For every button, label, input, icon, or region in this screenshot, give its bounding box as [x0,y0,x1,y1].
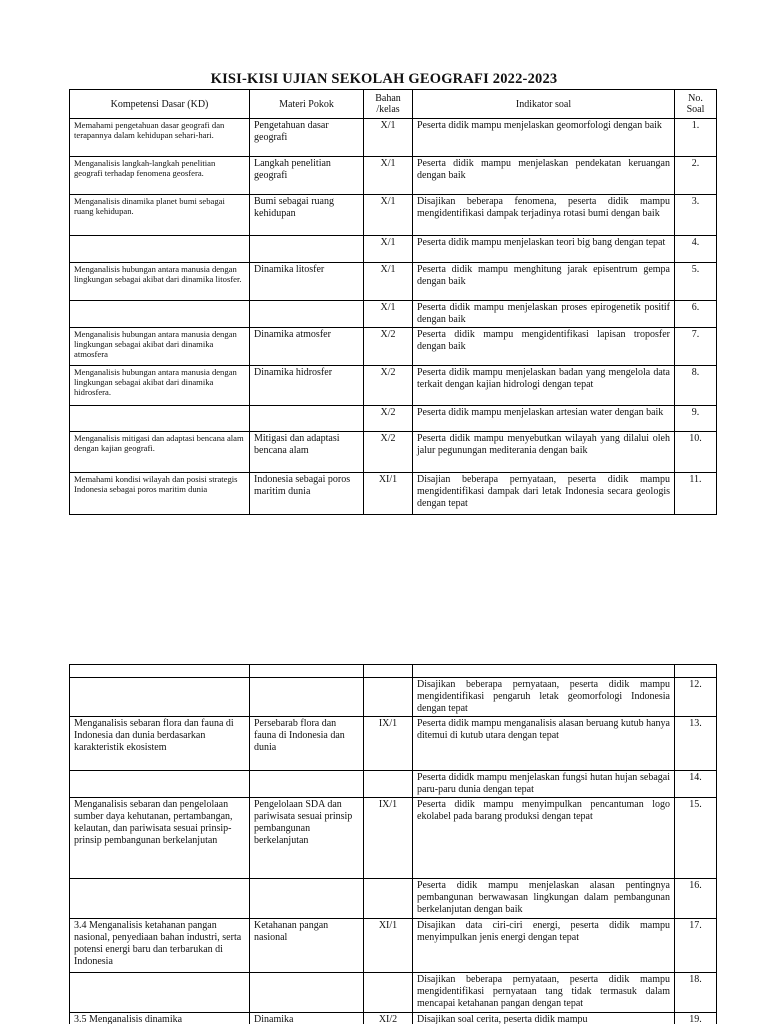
cell-no-soal: 5. [675,263,717,301]
cell-kompetensi-dasar [70,879,250,919]
cell-materi-pokok: Pengetahuan dasar geografi [250,119,364,157]
cell-indikator-soal: Disajikan beberapa fenomena, peserta didik mampu mengidentifikasi dampak terjadinya rotasi bumi dengan baik [413,195,675,236]
cell-kompetensi-dasar [70,973,250,1013]
cell-no-soal: 16. [675,879,717,919]
cell-kompetensi-dasar: Memahami pengetahuan dasar geografi dan terapannya dalam kehidupan sehari-hari. [70,119,250,157]
header-no-soal: No. Soal [675,90,717,119]
cell-bahan-kelas: IX/1 [364,717,413,771]
cell-no-soal: 8. [675,366,717,406]
cell-indikator-soal: Peserta didik mampu menghitung jarak episentrum gempa dengan baik [413,263,675,301]
table-row [70,432,717,473]
table-row [70,195,717,236]
cell-kompetensi-dasar: Memahami kondisi wilayah dan posisi strategis Indonesia sebagai poros maritim dunia [70,473,250,515]
cell-no-soal: 2. [675,157,717,195]
cell-bahan-kelas [364,879,413,919]
cell-bahan-kelas [364,973,413,1013]
document-title: KISI-KISI UJIAN SEKOLAH GEOGRAFI 2022-2023 [210,71,558,87]
table-row [70,678,717,717]
cell-no-soal: 10. [675,432,717,473]
table-row [70,879,717,919]
cell-indikator-soal: Peserta didik mampu menjelaskan alasan pentingnya pembangunan berwawasan lingkungan dalam pembangunan berkelanjutan dengan baik [413,879,675,919]
table-row [70,119,717,157]
cell-no-soal: 7. [675,328,717,366]
cell-materi-pokok [250,879,364,919]
cell-kompetensi-dasar: Menganalisis hubungan antara manusia dengan lingkungan sebagai akibat dari dinamika litosfer. [70,263,250,301]
cell-bahan-kelas: X/2 [364,406,413,432]
cell-bahan-kelas: X/2 [364,432,413,473]
cell-bahan-kelas: XI/2 [364,1013,413,1024]
table-row [70,771,717,798]
cell-indikator-soal: Peserta didik mampu mengidentifikasi lapisan troposfer dengan baik [413,328,675,366]
cell-materi-pokok: Dinamika atmosfer [250,328,364,366]
cell-materi-pokok: Dinamika hidrosfer [250,366,364,406]
table-row [70,157,717,195]
cell-kompetensi-dasar [70,665,250,678]
cell-materi-pokok: Mitigasi dan adaptasi bencana alam [250,432,364,473]
cell-bahan-kelas [364,665,413,678]
cell-indikator-soal: Disajikan data ciri-ciri energi, peserta didik mampu menyimpulkan jenis energi dengan tepat [413,919,675,973]
cell-kompetensi-dasar: Menganalisis hubungan antara manusia dengan lingkungan sebagai akibat dari dinamika hidrosfera. [70,366,250,406]
cell-indikator-soal: Peserta didik mampu menjelaskan teori big bang dengan tepat [413,236,675,263]
cell-no-soal [675,665,717,678]
cell-bahan-kelas: X/1 [364,195,413,236]
cell-indikator-soal: Disajikan beberapa pernyataan, peserta didik mampu mengidentifikasi pernyataan tang tidak termasuk dalam mencapai ketahanan pangan dengan tepat [413,973,675,1013]
cell-indikator-soal: Peserta didik mampu menjelaskan proses epirogenetik positif dengan baik [413,301,675,328]
cell-materi-pokok: Persebarab flora dan fauna di Indonesia dan dunia [250,717,364,771]
cell-no-soal: 13. [675,717,717,771]
cell-kompetensi-dasar: Menganalisis langkah-langkah penelitian geografi terhadap fenomena geosfera. [70,157,250,195]
table-row [70,406,717,432]
table-row [70,366,717,406]
cell-kompetensi-dasar [70,236,250,263]
document-page-2 [0,655,768,1024]
cell-materi-pokok [250,236,364,263]
cell-materi-pokok: Dinamika litosfer [250,263,364,301]
cell-indikator-soal: Peserta dididk mampu menjelaskan fungsi hutan hujan sebagai paru-paru dunia dengan tepat [413,771,675,798]
table-row [70,328,717,366]
table-header-row [70,90,717,119]
cell-materi-pokok: Dinamika [250,1013,364,1024]
cell-indikator-soal: Peserta didik mampu menyimpulkan pencantuman logo ekolabel pada barang produksi dengan tepat [413,798,675,879]
cell-materi-pokok [250,973,364,1013]
cell-no-soal: 19. [675,1013,717,1024]
cell-bahan-kelas: XI/1 [364,919,413,973]
cell-indikator-soal [413,665,675,678]
kisi-kisi-table [69,89,717,515]
cell-no-soal: 3. [675,195,717,236]
cell-materi-pokok [250,665,364,678]
cell-materi-pokok: Pengelolaan SDA dan pariwisata sesuai prinsip pembangunan berkelanjutan [250,798,364,879]
table-row [70,263,717,301]
cell-no-soal: 1. [675,119,717,157]
table-row [70,973,717,1013]
cell-kompetensi-dasar [70,678,250,717]
header-indikator-soal: Indikator soal [413,90,675,119]
cell-no-soal: 9. [675,406,717,432]
cell-indikator-soal: Peserta didik mampu menganalisis alasan beruang kutub hanya ditemui di kutub utara dengan tepat [413,717,675,771]
table-row [70,1013,717,1024]
cell-no-soal: 17. [675,919,717,973]
cell-materi-pokok: Bumi sebagai ruang kehidupan [250,195,364,236]
cell-kompetensi-dasar: Menganalisis sebaran dan pengelolaan sumber daya kehutanan, pertambangan, kelautan, dan pariwisata sesuai prinsip-prinsip pembangunan berkelanjutan [70,798,250,879]
kisi-kisi-table-continued [69,664,717,1024]
cell-kompetensi-dasar [70,301,250,328]
cell-bahan-kelas: XI/1 [364,473,413,515]
table-row [70,473,717,515]
cell-bahan-kelas: X/1 [364,301,413,328]
cell-materi-pokok [250,406,364,432]
cell-bahan-kelas: X/1 [364,157,413,195]
header-materi-pokok: Materi Pokok [250,90,364,119]
cell-kompetensi-dasar: Menganalisis hubungan antara manusia dengan lingkungan sebagai akibat dari dinamika atmosfera [70,328,250,366]
table-row [70,665,717,678]
cell-indikator-soal: Peserta didik mampu menjelaskan geomorfologi dengan baik [413,119,675,157]
header-kompetensi-dasar: Kompetensi Dasar (KD) [70,90,250,119]
table-row [70,919,717,973]
cell-bahan-kelas [364,678,413,717]
cell-materi-pokok: Langkah penelitian geografi [250,157,364,195]
cell-bahan-kelas: IX/1 [364,798,413,879]
cell-bahan-kelas: X/2 [364,366,413,406]
cell-no-soal: 15. [675,798,717,879]
cell-kompetensi-dasar: Menganalisis mitigasi dan adaptasi bencana alam dengan kajian geografi. [70,432,250,473]
cell-bahan-kelas: X/1 [364,263,413,301]
cell-materi-pokok: Ketahanan pangan nasional [250,919,364,973]
cell-no-soal: 4. [675,236,717,263]
table-row [70,301,717,328]
cell-indikator-soal: Disajikan soal cerita, peserta didik mampu [413,1013,675,1024]
cell-bahan-kelas: X/1 [364,119,413,157]
cell-indikator-soal: Disajikan beberapa pernyataan, peserta didik mampu mengidentifikasi pengaruh letak geomorfologi Indonesia dengan tepat [413,678,675,717]
cell-indikator-soal: Peserta didik mampu menjelaskan artesian water dengan baik [413,406,675,432]
cell-indikator-soal: Peserta didik mampu menjelaskan pendekatan keruangan dengan baik [413,157,675,195]
cell-indikator-soal: Peserta didik mampu menjelaskan badan yang mengelola data terkait dengan kajian hidrologi dengan tepat [413,366,675,406]
cell-indikator-soal: Disajian beberapa pernyataan, peserta didik mampu mengidentifikasi dampak dari letak Indonesia secara geologis dengan tepat [413,473,675,515]
cell-materi-pokok: Indonesia sebagai poros maritim dunia [250,473,364,515]
table-row [70,798,717,879]
cell-kompetensi-dasar [70,771,250,798]
table-row [70,717,717,771]
table-row [70,236,717,263]
cell-materi-pokok [250,678,364,717]
cell-kompetensi-dasar: 3.5 Menganalisis dinamika [70,1013,250,1024]
cell-no-soal: 6. [675,301,717,328]
cell-no-soal: 11. [675,473,717,515]
cell-kompetensi-dasar [70,406,250,432]
cell-materi-pokok [250,301,364,328]
cell-kompetensi-dasar: Menganalisis dinamika planet bumi sebagai ruang kehidupan. [70,195,250,236]
cell-bahan-kelas: X/2 [364,328,413,366]
cell-kompetensi-dasar: 3.4 Menganalisis ketahanan pangan nasional, penyediaan bahan industri, serta potensi energi baru dan terbarukan di Indonesia [70,919,250,973]
cell-materi-pokok [250,771,364,798]
header-bahan-kelas: Bahan /kelas [364,90,413,119]
cell-no-soal: 18. [675,973,717,1013]
cell-no-soal: 14. [675,771,717,798]
cell-no-soal: 12. [675,678,717,717]
cell-bahan-kelas: X/1 [364,236,413,263]
cell-kompetensi-dasar: Menganalisis sebaran flora dan fauna di Indonesia dan dunia berdasarkan karakteristik ekosistem [70,717,250,771]
cell-indikator-soal: Peserta didik mampu menyebutkan wilayah yang dilalui oleh jalur pegunungan mediterania dengan baik [413,432,675,473]
cell-bahan-kelas [364,771,413,798]
